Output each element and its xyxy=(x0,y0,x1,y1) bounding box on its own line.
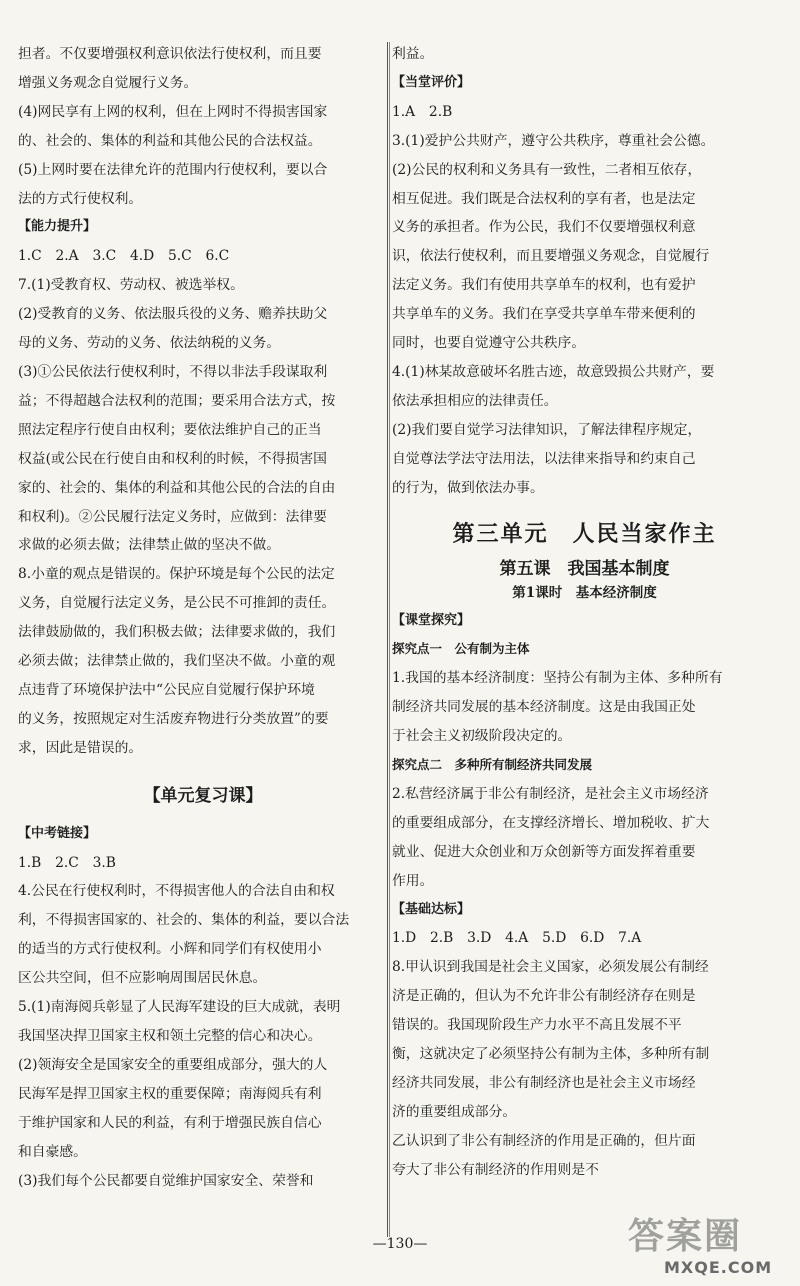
text-line: 的行为，做到依法办事。 xyxy=(392,479,544,496)
text-line: 求做的必须去做；法律禁止做的坚决不做。 xyxy=(18,537,281,554)
answer-question-7 xyxy=(18,271,388,560)
column-divider-inner xyxy=(389,42,390,1237)
text-line: 我国坚决捍卫国家主权和领土完整的信心和决心。 xyxy=(18,1028,322,1044)
answer-item-5 xyxy=(18,156,388,214)
probe-point-1-answer xyxy=(392,664,777,751)
text-line: 利，不得损害国家的、社会的、集体的利益，要以合法 xyxy=(18,912,350,929)
text-line: 点违背了环境保护法中“公民应自觉履行保护环境 xyxy=(18,681,315,698)
text-line: 和自豪感。 xyxy=(18,1143,87,1160)
text-line: (4)网民享有上网的权利，但在上网时不得损害国家 xyxy=(18,103,328,120)
text-line: 母的义务、劳动的义务、依法纳税的义务。 xyxy=(18,335,281,352)
text-line: 照法定程序行使自由权利；要依法维护自己的正当 xyxy=(18,421,322,438)
text-line: 济是正确的，但认为不允许非公有制经济存在则是 xyxy=(392,988,696,1005)
text-line: 于维护国家和人民的利益，有利于增强民族自信心 xyxy=(18,1114,322,1131)
text-line: (3)①公民依法行使权利时，不得以非法手段谋取利 xyxy=(18,363,328,380)
text-line: 的适当的方式行使权利。小辉和同学们有权使用小 xyxy=(18,941,322,958)
text-line: 的重要组成部分，在支撑经济增长、增加税收、扩大 xyxy=(392,814,710,831)
text-line: 区公共空间，但不应影响周围居民休息。 xyxy=(18,970,267,987)
choice-answers: 1.C 2.A 3.C 4.D 5.C 6.C xyxy=(18,248,230,265)
text-line: 和权利)。②公民履行法定义务时，应做到：法律要 xyxy=(18,508,327,525)
text-line: 依法承担相应的法律责任。 xyxy=(392,392,558,409)
text-line: 5.(1)南海阅兵彰显了人民海军建设的巨大成就，表明 xyxy=(18,999,341,1016)
section-heading-explore: 【课堂探究】 xyxy=(392,612,471,628)
text-line: 家的、社会的、集体的利益和其他公民的合法的自由 xyxy=(18,479,336,496)
text-line: 8.甲认识到我国是社会主义国家，必须发展公有制经 xyxy=(392,959,709,976)
period-title: 第1课时 基本经济制度 xyxy=(512,584,657,601)
text-line: 4.公民在行使权利时，不得损害他人的合法自由和权 xyxy=(18,883,335,900)
page-number: —130— xyxy=(372,1236,428,1252)
lesson-title: 第五课 我国基本制度 xyxy=(499,558,670,579)
answer-question-5 xyxy=(18,993,388,1195)
answer-question-8 xyxy=(18,560,388,762)
section-heading-exam: 【中考链接】 xyxy=(18,825,97,841)
left-column xyxy=(18,40,388,1195)
text-line: 错误的。我国现阶段生产力水平不高且发展不平 xyxy=(392,1017,682,1034)
text-line: 利益。 xyxy=(392,46,434,62)
text-line: 必须去做；法律禁止做的，我们坚决不做。小童的观 xyxy=(18,653,336,670)
text-line: 3.(1)爱护公共财产，遵守公共秩序，尊重社会公德。 xyxy=(392,132,715,149)
text-line: 法的方式行使权利。 xyxy=(18,190,143,207)
right-column xyxy=(392,40,777,1185)
probe-point-2-answer xyxy=(392,780,777,896)
choice-answers: 1.A 2.B xyxy=(392,103,453,120)
text-line: 8.小童的观点是错误的。保护环境是每个公民的法定 xyxy=(18,566,335,583)
text-line: 法律鼓励做的，我们积极去做；法律要求做的，我们 xyxy=(18,624,336,641)
section-heading-basic: 【基础达标】 xyxy=(392,901,471,917)
text-line: (3)我们每个公民都要自觉维护国家安全、荣誉和 xyxy=(18,1172,314,1189)
text-line: 自觉尊法学法守法用法，以法律来指导和约束自己 xyxy=(392,450,696,467)
text-line: 4.(1)林某故意破坏名胜古迹，故意毁损公共财产，要 xyxy=(392,363,715,380)
text-line: 2.私营经济属于非公有制经济，是社会主义市场经济 xyxy=(392,785,709,802)
probe-point-1-title: 探究点一 公有制为主体 xyxy=(392,641,530,657)
text-line: 的义务，按照规定对生活废弃物进行分类放置”的要 xyxy=(18,710,329,727)
unit-title: 第三单元 人民当家作主 xyxy=(452,520,717,547)
text-line: 权益(或公民在行使自由和权利的时候，不得损害国 xyxy=(18,450,327,467)
text-line: 1.我国的基本经济制度：坚持公有制为主体、多种所有 xyxy=(392,670,723,687)
text-line: 益；不得超越合法权利的范围；要采用合法方式，按 xyxy=(18,392,336,409)
answer-item-4 xyxy=(18,98,388,156)
text-line: 相互促进。我们既是合法权利的享有者，也是法定 xyxy=(392,190,696,207)
text-line: 民海军是捍卫国家主权的重要保障；南海阅兵有利 xyxy=(18,1085,322,1102)
section-heading-ability: 【能力提升】 xyxy=(18,219,97,235)
text-line: (2)公民的权利和义务具有一致性，二者相互依存， xyxy=(392,161,702,178)
text-line: 法定义务。我们有使用共享单车的权利，也有爱护 xyxy=(392,277,696,294)
text-line: 夸大了非公有制经济的作用则是不 xyxy=(392,1161,599,1178)
text-line: 乙认识到了非公有制经济的作用是正确的，但片面 xyxy=(392,1132,696,1149)
answer-question-3 xyxy=(392,127,777,358)
watermark-url: MXQE.COM xyxy=(664,1258,773,1277)
section-heading-class-eval: 【当堂评价】 xyxy=(392,74,471,90)
text-line: 担者。不仅要增强权利意识依法行使权利，而且要 xyxy=(18,46,322,62)
text-line: 识，依法行使权利，而且要增强义务观念，自觉履行 xyxy=(392,248,710,265)
text-line: (2)我们要自觉学习法律知识，了解法律程序规定， xyxy=(392,421,702,438)
text-line: 增强义务观念自觉履行义务。 xyxy=(18,74,198,91)
unit-review-title: 【单元复习课】 xyxy=(143,785,263,806)
text-line: 共享单车的义务。我们在享受共享单车带来便利的 xyxy=(392,306,696,323)
text-line: 求，因此是错误的。 xyxy=(18,739,143,756)
text-line: 衡，这就决定了必须坚持公有制为主体，多种所有制 xyxy=(392,1046,710,1063)
text-line: (2)受教育的义务、依法服兵役的义务、赡养扶助父 xyxy=(18,306,328,323)
text-line: 作用。 xyxy=(392,872,434,889)
text-line: 同时，也要自觉遵守公共秩序。 xyxy=(392,335,586,352)
text-line: 义务的承担者。作为公民，我们不仅要增强权利意 xyxy=(392,219,696,236)
text-line: (5)上网时要在法律允许的范围内行使权利，要以合 xyxy=(18,161,328,178)
answer-question-4-right xyxy=(392,358,777,503)
answer-question-4 xyxy=(18,877,388,993)
probe-point-2-title: 探究点二 多种所有制经济共同发展 xyxy=(392,757,593,773)
watermark-logo: 答案圈 xyxy=(628,1216,743,1257)
text-line: 就业、促进大众创业和万众创新等方面发挥着重要 xyxy=(392,843,696,860)
answer-question-8-right xyxy=(392,953,777,1184)
choice-answers: 1.B 2.C 3.B xyxy=(18,854,116,871)
text-line: 的、社会的、集体的利益和其他公民的合法权益。 xyxy=(18,132,322,149)
text-line: 制经济共同发展的基本经济制度。这是由我国正处 xyxy=(392,699,696,716)
text-line: 于社会主义初级阶段决定的。 xyxy=(392,728,572,745)
continued-answer xyxy=(18,40,388,98)
choice-answers: 1.D 2.B 3.D 4.A 5.D 6.D 7.A xyxy=(392,930,642,947)
text-line: 经济共同发展，非公有制经济也是社会主义市场经 xyxy=(392,1075,696,1091)
text-line: 义务，自觉履行法定义务，是公民不可推卸的责任。 xyxy=(18,595,336,612)
text-line: 7.(1)受教育权、劳动权、被选举权。 xyxy=(18,277,244,294)
text-line: (2)领海安全是国家安全的重要组成部分，强大的人 xyxy=(18,1056,328,1073)
text-line: 济的重要组成部分。 xyxy=(392,1103,517,1120)
